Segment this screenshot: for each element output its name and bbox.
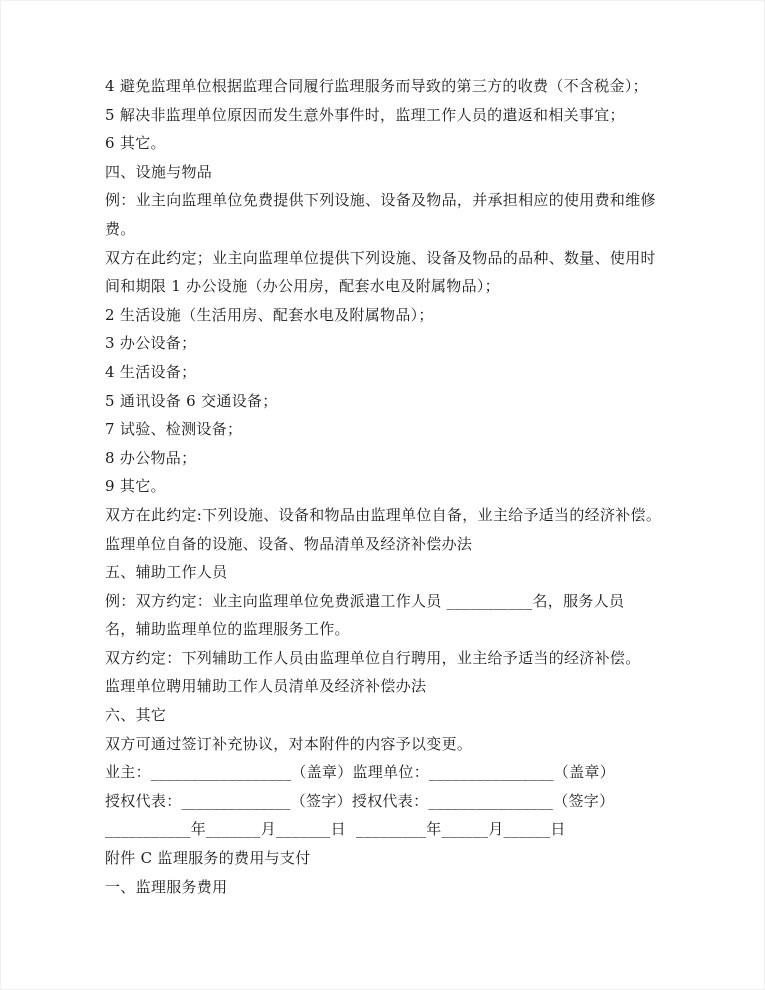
document-line: 9 其它。 (105, 477, 166, 496)
document-line: 5 解决非监理单位原因而发生意外事件时，监理工作人员的遣返和相关事宜； (105, 105, 625, 124)
document-line: 授权代表：______________（签字）授权代表：________________（签字） (105, 791, 615, 810)
document-line: 4 生活设备； (105, 362, 197, 381)
document-line: 六、其它 (105, 706, 167, 725)
document-line: 例：业主向监理单位免费提供下列设施、设备及物品，并承担相应的使用费和维修 (105, 191, 656, 210)
document-line: 间和期限 1 办公设施（办公用房，配套水电及附属物品）； (105, 277, 500, 296)
document-line: 8 办公物品； (105, 448, 197, 467)
document-line: 四、设施与物品 (105, 162, 213, 181)
document-line: 监理单位聘用辅助工作人员清单及经济补偿办法 (105, 677, 427, 696)
document-line: 名，辅助监理单位的监理服务工作。 (105, 620, 350, 639)
document-line: 2 生活设施（生活用房、配套水电及附属物品）； (105, 305, 434, 324)
document-line: 双方约定：下列辅助工作人员由监理单位自行聘用，业主给予适当的经济补偿。 (105, 648, 641, 667)
document-line: 3 办公设备； (105, 334, 197, 353)
document-line: 5 通讯设备 6 交通设备； (105, 391, 278, 410)
document-line: 五、辅助工作人员 (105, 563, 228, 582)
document-line: 业主：__________________（盖章）监理单位：________________（盖章） (105, 763, 616, 782)
document-body (105, 72, 667, 901)
document-line: 费。 (105, 219, 136, 238)
document-line: ___________年_______月_______日 _________年______月______日 (105, 820, 566, 839)
document-line: 双方在此约定；业主向监理单位提供下列设施、设备及物品的品种、数量、使用时 (105, 248, 656, 267)
document-line: 双方在此约定:下列设施、设备和物品由监理单位自备，业主给予适当的经济补偿。 (105, 505, 662, 524)
document-line: 一、监理服务费用 (105, 877, 228, 896)
document-line: 双方可通过签订补充协议，对本附件的内容予以变更。 (105, 734, 473, 753)
document-line: 例：双方约定：业主向监理单位免费派遣工作人员 ___________名，服务人员 (105, 591, 625, 610)
document-line: 附件 C 监理服务的费用与支付 (105, 849, 311, 868)
document-line: 监理单位自备的设施、设备、物品清单及经济补偿办法 (105, 534, 473, 553)
document-line: 7 试验、检测设备； (105, 420, 243, 439)
document-line: 4 避免监理单位根据监理合同履行监理服务而导致的第三方的收费（不含税金）； (105, 77, 648, 95)
document-line: 6 其它。 (105, 134, 166, 153)
